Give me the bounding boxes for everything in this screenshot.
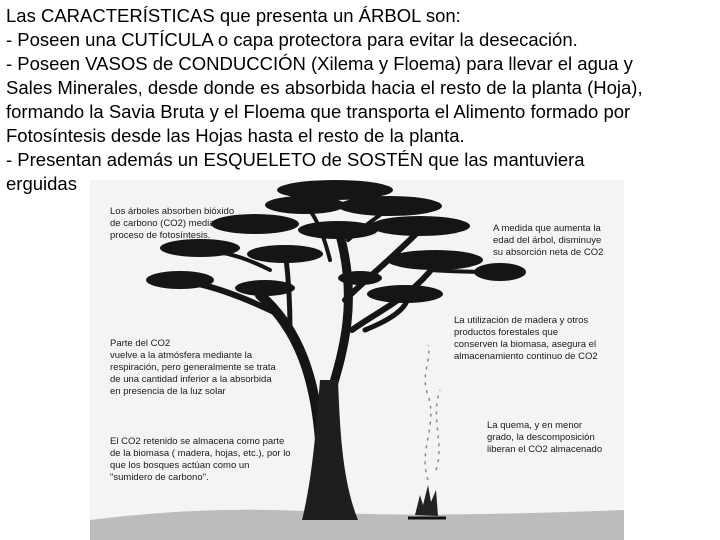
intro-line: formando la Savia Bruta y el Floema que transporta el Alimento formado por — [6, 101, 631, 122]
annotation-wood-use: La utilización de madera y otros productos forestales que conserven la biomasa, asegura el almacenamiento continuo de CO2 — [454, 315, 598, 362]
intro-line: Fotosíntesis desde las Hojas hasta el resto de la planta. — [6, 125, 465, 146]
intro-line: - Poseen una CUTÍCULA o capa protectora para evitar la desecación. — [6, 29, 578, 50]
annotation-respiration: Parte del CO2 vuelve a la atmósfera mediante la respiración, pero generalmente se trata de una cantidad inferior a la absorbida en presencia de la luz solar — [110, 338, 276, 397]
fire — [408, 485, 446, 518]
ground — [90, 510, 624, 540]
intro-text — [6, 4, 714, 196]
intro-line: Sales Minerales, desde donde es absorbida hacia el resto de la planta (Hoja), — [6, 77, 643, 98]
annotation-tree-age: A medida que aumenta la edad del árbol, disminuye su absorción neta de CO2 — [493, 223, 604, 258]
intro-line: - Poseen VASOS de CONDUCCIÓN (Xilema y Floema) para llevar el agua y — [6, 53, 633, 74]
annotation-absorption: Los árboles absorben bióxido de carbono (CO2) mediante el proceso de fotosíntesis. — [110, 206, 238, 241]
intro-line: erguidas — [6, 173, 77, 194]
tree-carbon-illustration — [90, 180, 624, 540]
annotation-carbon-storage: El CO2 retenido se almacena como parte de la biomasa ( madera, hojas, etc.), por lo que los bosques actúan como un "sumidero de carbono". — [110, 436, 291, 483]
smoke — [425, 345, 440, 480]
intro-line: Las CARACTERÍSTICAS que presenta un ÁRBOL son: — [6, 5, 461, 26]
intro-line: - Presentan además un ESQUELETO de SOSTÉN que las mantuviera — [6, 149, 585, 170]
annotation-burning: La quema, y en menor grado, la descomposición liberan el CO2 almacenado — [487, 420, 603, 455]
